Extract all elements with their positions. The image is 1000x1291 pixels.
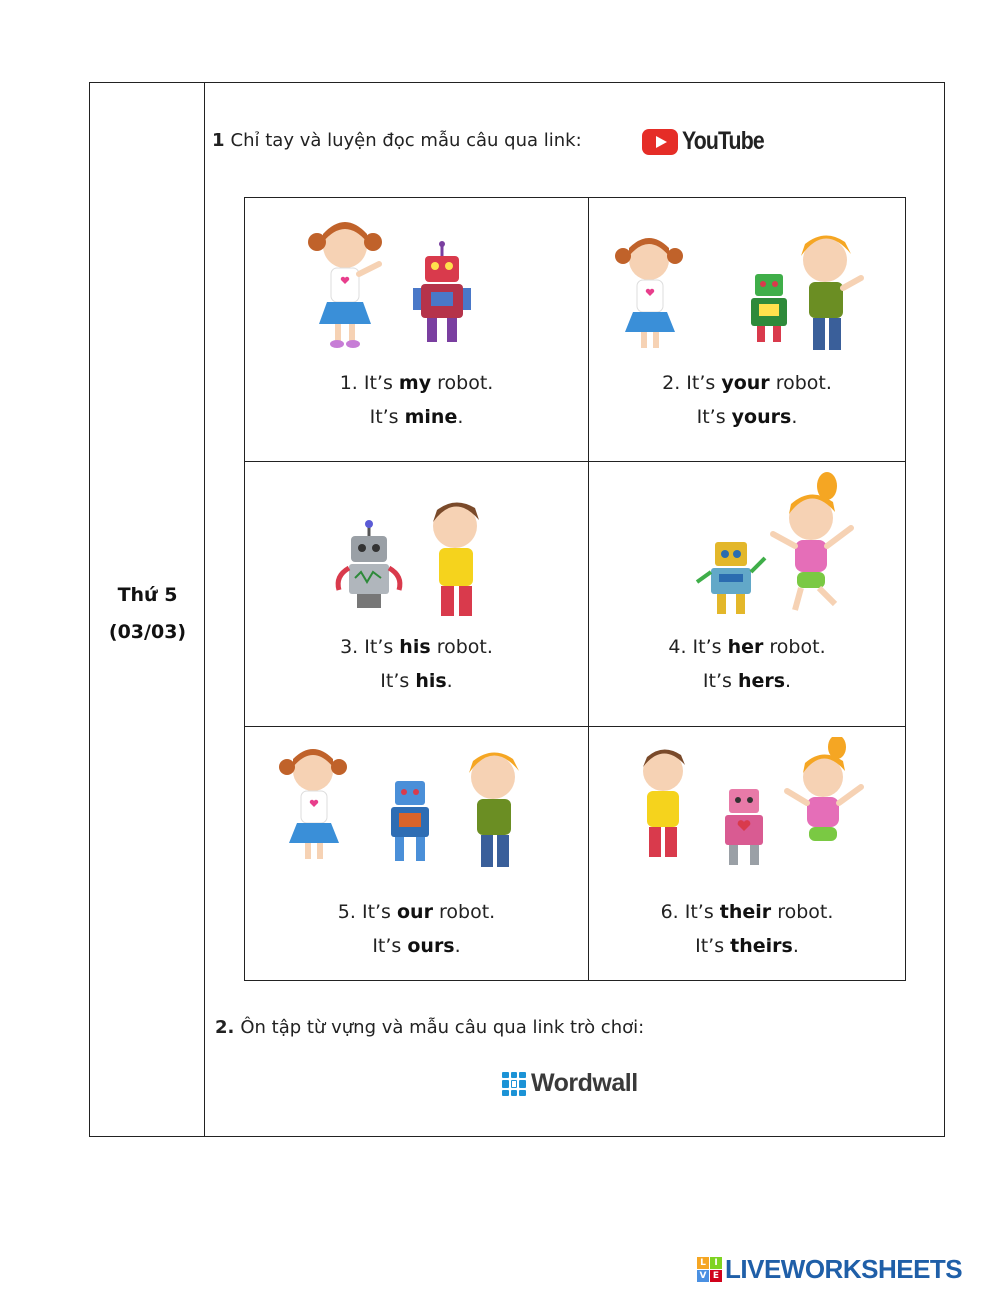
wordwall-grid-icon xyxy=(502,1072,526,1096)
task-2-instruction xyxy=(215,1017,644,1038)
day-date: (03/03) xyxy=(108,621,187,643)
task-1-text: Chỉ tay và luyện đọc mẫu câu qua link: xyxy=(230,130,582,151)
youtube-link[interactable] xyxy=(642,127,778,156)
grid-cell-5 xyxy=(245,727,589,980)
pronoun-sentence-3-start: It’s xyxy=(380,670,416,692)
day-label xyxy=(90,577,205,651)
youtube-play-icon xyxy=(642,129,678,155)
pronoun-sentence-4-end: . xyxy=(785,670,792,692)
possessive-adjective-3: his xyxy=(399,636,431,658)
sentence-4-end: robot. xyxy=(763,636,826,658)
possessive-pronoun-2: yours xyxy=(731,406,792,428)
possessive-pronoun-4: hers xyxy=(737,670,786,692)
possessive-pronoun-3: his xyxy=(415,670,447,692)
sentence-3-start: 3. It’s xyxy=(340,636,400,658)
sentence-pair-1 xyxy=(245,366,588,434)
possessive-adjective-4: her xyxy=(727,636,764,658)
task-1-instruction xyxy=(212,130,582,151)
sentence-pair-2 xyxy=(589,366,905,434)
grid-cell-1 xyxy=(245,198,589,462)
day-name: Thứ 5 xyxy=(117,584,178,606)
boy-figure xyxy=(801,235,861,350)
possessive-adjective-6: their xyxy=(719,901,772,923)
sentence-5-start: 5. It’s xyxy=(337,901,397,923)
wordwall-link[interactable] xyxy=(502,1069,638,1098)
sentence-pair-6 xyxy=(589,895,905,963)
green-robot-figure xyxy=(751,274,787,342)
sentence-pair-3 xyxy=(245,630,588,698)
red-robot-figure xyxy=(413,241,471,342)
robot-sentence-grid xyxy=(244,197,906,981)
sentence-2-start: 2. It’s xyxy=(662,372,722,394)
girl-figure xyxy=(615,238,683,348)
sentence-6-end: robot. xyxy=(771,901,834,923)
pronoun-sentence-2-start: It’s xyxy=(696,406,732,428)
girl-and-robot-illustration xyxy=(245,208,589,358)
blue-robot-figure xyxy=(391,781,429,861)
yellow-robot-figure xyxy=(697,542,765,614)
grey-robot-figure xyxy=(338,520,400,608)
wordwall-label: Wordwall xyxy=(531,1069,638,1097)
sentence-1-end: robot. xyxy=(431,372,494,394)
task-2-number: 2. xyxy=(215,1017,235,1038)
sentence-4-start: 4. It’s xyxy=(668,636,728,658)
grid-cell-3 xyxy=(245,462,589,727)
sentence-pair-4 xyxy=(589,630,905,698)
grid-cell-6 xyxy=(589,727,905,980)
boy-figure xyxy=(643,749,685,857)
possessive-adjective-2: your xyxy=(721,372,770,394)
pronoun-sentence-6-end: . xyxy=(792,935,799,957)
liveworksheets-brand: LIVEWORKSHEETS xyxy=(725,1254,963,1284)
pronoun-sentence-1-end: . xyxy=(457,406,464,428)
girl-robot-boy-illustration xyxy=(245,737,589,887)
youtube-label: YouTube xyxy=(682,127,764,155)
sentence-3-end: robot. xyxy=(430,636,493,658)
grid-cell-2 xyxy=(589,198,905,462)
sentence-pair-5 xyxy=(245,895,588,963)
liveworksheets-logo xyxy=(697,1254,962,1285)
girl-figure xyxy=(773,472,851,610)
possessive-pronoun-6: theirs xyxy=(730,935,793,957)
grid-cell-4 xyxy=(589,462,905,727)
pink-robot-figure xyxy=(725,789,763,865)
sentence-5-end: robot. xyxy=(432,901,496,923)
boy-robot-girl-illustration xyxy=(589,737,905,887)
pronoun-sentence-2-end: . xyxy=(791,406,798,428)
liveworksheets-blocks-icon: L I V E xyxy=(697,1257,722,1282)
boy-figure xyxy=(469,752,519,867)
day-column xyxy=(90,83,205,1136)
girl-figure xyxy=(787,737,861,841)
task-1-number: 1 xyxy=(212,130,225,151)
possessive-pronoun-5: ours xyxy=(407,935,455,957)
pronoun-sentence-4-start: It’s xyxy=(702,670,738,692)
sentence-6-start: 6. It’s xyxy=(660,901,720,923)
pronoun-sentence-6-start: It’s xyxy=(695,935,731,957)
sentence-2-end: robot. xyxy=(769,372,832,394)
possessive-adjective-5: our xyxy=(397,901,433,923)
girl-robot-boy-illustration xyxy=(589,208,905,358)
boy-figure xyxy=(433,502,479,616)
lesson-table xyxy=(89,82,945,1137)
pronoun-sentence-5-start: It’s xyxy=(372,935,408,957)
possessive-pronoun-1: mine xyxy=(404,406,458,428)
girl-figure xyxy=(308,222,382,348)
possessive-adjective-1: my xyxy=(398,372,432,394)
girl-figure xyxy=(279,749,347,859)
pronoun-sentence-1-start: It’s xyxy=(369,406,405,428)
task-2-text: Ôn tập từ vựng và mẫu câu qua link trò chơi: xyxy=(240,1017,645,1038)
pronoun-sentence-3-end: . xyxy=(446,670,453,692)
sentence-1-start: 1. It’s xyxy=(339,372,399,394)
robot-and-boy-illustration xyxy=(245,472,589,622)
robot-and-girl-illustration xyxy=(589,472,905,622)
pronoun-sentence-5-end: . xyxy=(454,935,461,957)
